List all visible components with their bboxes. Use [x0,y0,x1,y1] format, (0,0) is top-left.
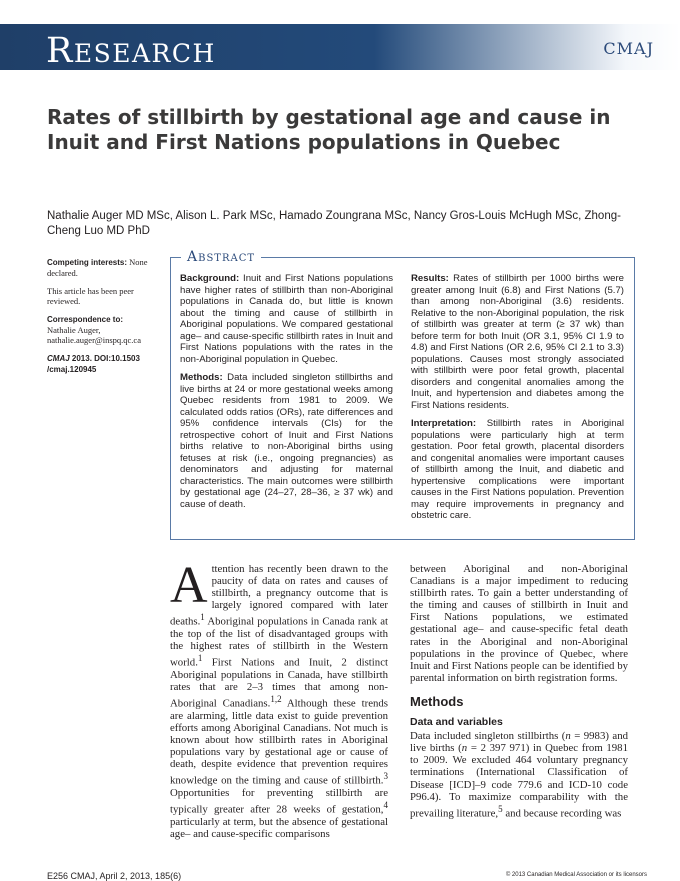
citation-doi[interactable]: 2013. DOI:10.1503 /cmaj.120945 [47,354,140,374]
results-text: Rates of stillbirth per 1000 births were greater among Inuit (6.8) and First Nations (5.7) than among non-Aboriginal (3.6) residents. Relative to the non-Aboriginal population, the risk of stillbirth was greater at term (≥ 37 wk) than before term for both Inuit (OR 3.1, 95% CI 1.9 to 4.8) and First Nations (OR 2.6, 95% CI 2.1 to 3.3) populations. Causes most strongly associated with stillbirth were poor fetal growth, placental disorders and congenital anomalies among the Inuit, and hypertension and diabetes among the First Nations residents. [411,273,624,411]
citation-journal: CMAJ [47,354,70,363]
reference[interactable]: 3 [383,771,388,782]
correspondence-email[interactable]: nathalie.auger@inspq.qc.ca [47,335,141,345]
n-symbol: n [461,742,468,755]
methods-label: Methods: [180,372,223,383]
reference[interactable]: 1 [197,653,203,664]
intro-text-1: ttention has recently been drawn to the paucity of data on rates and causes of stillbirth, a pregnancy outcome that is largely ignored compared with later deaths. [170,563,388,628]
data-text-3: = 2 397 971) in Quebec from 1981 to 2009. We excluded 464 voluntary pregnancy terminations (International Classification of Disease [ICD]–9 code 779.6 and ICD-10 code P96.4). To maximize comparability with the prevailing literature, [410,742,628,820]
abstract-column-left [180,273,393,517]
intro-text-4: Although these trends are alarming, little data exist to guide prevention efforts among Aboriginal Canadians. Not much is known about how stillbirth rates in Aboriginal populations vary by gestational age or cause of death, despite evidence that prevention requires knowledge on the timing and cause of stillbirth. [170,697,388,787]
intro-text-2: Aboriginal populations in Canada rank at the top of the list of disadvantaged groups with the highest rates of stillbirth in the Western world. [170,615,388,669]
reference[interactable]: 1 [200,612,205,623]
abstract-heading: Abstract [181,249,261,265]
article-sidebar [47,257,159,383]
intro-text-5: Opportunities for preventing stillbirth are typically greater after 28 weeks of gestation, [170,786,388,816]
body-column-right [410,563,628,819]
background-text: Inuit and First Nations populations have higher rates of stillbirth than non-Aboriginal populations in Canada do, but little is known about the timing and cause of stillbirth in Aboriginal populations. We compared gestational age– and cause-specific stillbirth rates in Inuit and First Nations populations with the rates in the non-Aboriginal population in Quebec. [180,273,393,365]
reference[interactable]: 1,2 [270,694,282,705]
abstract-methods [180,372,393,510]
abstract-interpretation [411,418,624,522]
methods-heading: Methods [410,693,464,709]
intro-continuation: between Aboriginal and non-Aboriginal Canadians is a major impediment to reducing stillbirth rates. To gain a better understanding of the timing and causes of stillbirth in Inuit and First Nations populations, we estimated gestational age– and cause-specific fetal death rates in the Aboriginal and non-Aboriginal populations in the province of Quebec, where Inuit and First Nations people can be identified by parental information on birth registration forms. [410,563,628,684]
peer-review-note: This article has been peer reviewed. [47,286,134,306]
n-symbol: n [565,730,571,743]
intro-text-6: particularly at term, but the absence of gestational age– and cause-specific comparisons [170,815,388,840]
reference[interactable]: 5 [498,803,503,814]
section-banner [0,24,680,70]
footer-copyright: © 2013 Canadian Medical Association or its licensors [505,872,647,878]
footer-citation: E256 CMAJ, April 2, 2013, 185(6) [47,871,182,881]
results-label: Results: [411,273,449,284]
body-column-left [170,557,388,840]
abstract-column-right [411,273,624,529]
article-title: Rates of stillbirth by gestational age and cause in Inuit and First Nations populations in Quebec [47,105,611,154]
correspondence-name: Nathalie Auger, [47,325,101,335]
abstract-results [411,273,624,411]
background-label: Background: [180,273,240,284]
data-text-4: and because recording was [502,807,622,820]
data-text-1: Data included singleton stillbirths ( [410,730,566,743]
citation [47,353,159,375]
interpretation-text: Stillbirth rates in Aboriginal populations were particularly high at term gestation. Poor fetal growth, placental disorders and congenital anomalies were important causes of stillbirth among the Inuit, and diabetic and hypertensive complications were important causes in the First Nations population. Prevention may require improvements in pregnancy and obstetric care. [411,418,624,521]
drop-cap: A [170,557,208,614]
intro-text-3: First Nations and Inuit, 2 distinct Aboriginal populations in Canada, have stillbirth rates that are 2–3 times that among non-Aboriginal Canadians. [170,656,388,710]
competing-interests-text: None declared. [47,257,148,278]
reference[interactable]: 4 [383,800,388,811]
data-variables-heading: Data and variables [410,716,503,729]
journal-name: CMAJ [603,39,654,58]
data-paragraph [410,730,628,819]
intro-paragraph [170,557,388,840]
competing-interests-label: Competing interests: [47,258,128,267]
section-title: Research [46,31,216,71]
methods-text: Data included singleton stillbirths and live births at 24 or more gestational weeks among Quebec residents from 1981 to 2009. We calculated odds ratios (ORs), rate differences and 95% confidence intervals (CIs) for the retrospective cohort of Inuit and First Nations births relative to non-Aboriginal births using fetuses at risk (i.e., ongoing pregnancies) as denominators and adjusting for maternal characteristics. The main outcomes were stillbirth by gestational age (24–27, 28–36, ≥ 37 wk) and cause of death. [180,372,393,510]
data-text-2: = 9983) and live births ( [410,730,628,755]
abstract-box [170,249,635,540]
correspondence-label: Correspondence to: [47,315,124,324]
interpretation-label: Interpretation: [411,418,477,429]
correspondence [47,314,159,345]
abstract-background [180,273,393,365]
author-list: Nathalie Auger MD MSc, Alison L. Park MSc, Hamado Zoungrana MSc, Nancy Gros-Louis McHugh MSc, Zhong-Cheng Luo MD PhD [47,210,621,237]
competing-interests [47,257,159,278]
